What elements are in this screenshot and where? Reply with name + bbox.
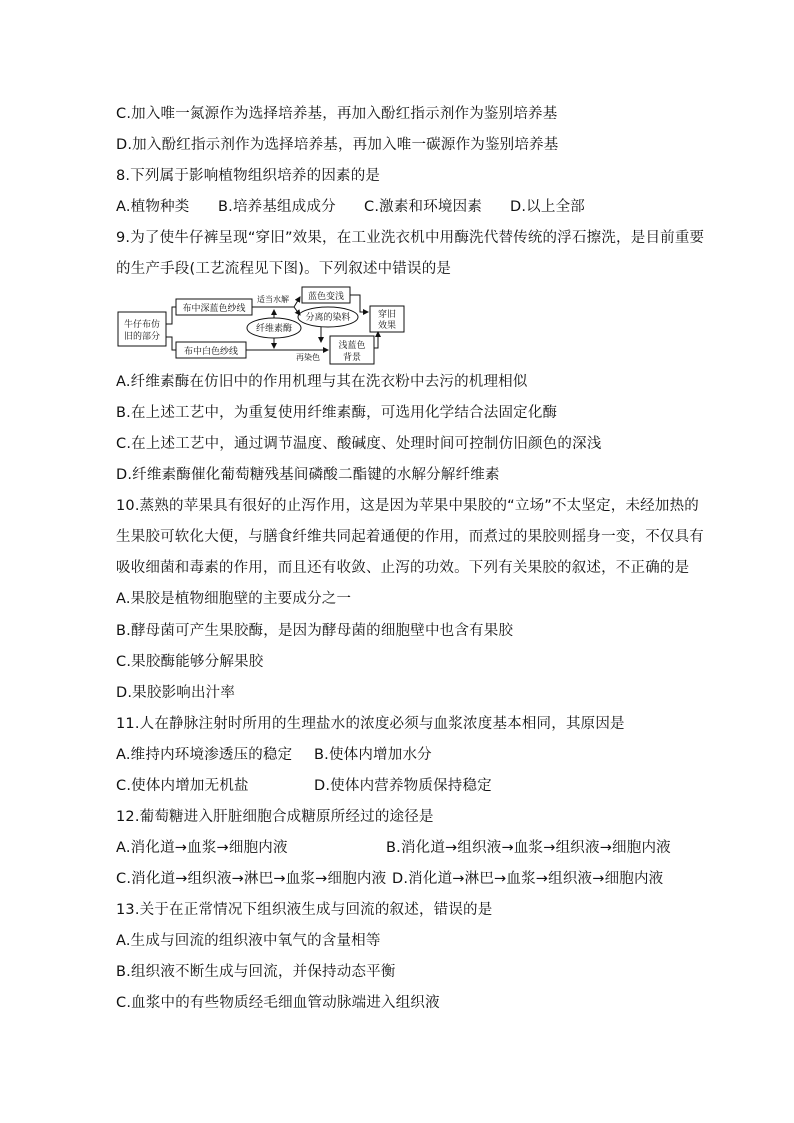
q11-option-b: B.使体内增加水分 [314,747,432,763]
white-yarn-label: 布中白色纱线 [183,347,239,357]
q9-process-diagram [116,282,406,366]
source-label-line1: 牛仔布仿 [123,320,161,330]
q8-option-b: B.培养基组成成分 [218,199,336,215]
light-blue-bg-label-line1: 浅蓝色 [338,341,366,351]
q9-option-c: C.在上述工艺中，通过调节温度、酸碱度、处理时间可控制仿旧颜色的深浅 [116,436,602,452]
moderate-hydrolysis-label: 适当水解 [257,295,289,304]
q8-option-d: D.以上全部 [510,199,585,215]
q7-option-c: C.加入唯一氮源作为选择培养基，再加入酚红指示剂作为鉴别培养基 [116,106,558,122]
q11-options-row2 [116,776,492,796]
source-label-line2: 旧的部分 [123,332,161,342]
q10-stem-line2: 生果胶可软化大便，与膳食纤维共同起着通便的作用，而煮过的果胶则摇身一变，不仅具有 [116,529,704,545]
q12-options-row1 [116,838,671,858]
q10-option-c: C.果胶酶能够分解果胶 [116,654,264,670]
q8-stem: 8.下列属于影响植物组织培养的因素的是 [116,168,381,184]
light-blue-bg-label-line2: 背景 [342,353,362,363]
worn-effect-label-line2: 效果 [377,321,397,331]
q10-stem-line3: 吸收细菌和毒素的作用，而且还有收敛、止泻的功效。下列有关果胶的叙述，不正确的是 [116,560,690,576]
q9-option-a: A.纤维素酶在仿旧中的作用机理与其在洗衣粉中去污的机理相似 [116,374,528,390]
q9-option-d: D.纤维素酶催化葡萄糖残基间磷酸二酯键的水解分解纤维素 [116,467,500,483]
blue-lighter-label: 蓝色变浅 [307,292,345,302]
separated-dye-label: 分离的染料 [305,313,351,323]
q12-stem: 12.葡萄糖进入肝脏细胞合成糖原所经过的途径是 [116,809,434,825]
q12-option-c: C.消化道→组织液→淋巴→血浆→细胞内液 [116,871,387,887]
q9-stem-line2: 的生产手段(工艺流程见下图)。下列叙述中错误的是 [116,261,452,277]
q12-options-row2 [116,869,663,889]
q10-option-a: A.果胶是植物细胞壁的主要成分之一 [116,591,352,607]
q9-stem-line1: 9.为了使牛仔裤呈现“穿旧”效果，在工业洗衣机中用酶洗代替传统的浮石擦洗，是目前重要 [116,230,705,246]
q8-options [116,197,585,217]
q10-option-b: B.酵母菌可产生果胶酶，是因为酵母菌的细胞壁中也含有果胶 [116,623,514,639]
q13-option-a: A.生成与回流的组织液中氧气的含量相等 [116,933,381,949]
q8-option-c: C.激素和环境因素 [364,199,483,215]
q11-option-d: D.使体内营养物质保持稳定 [314,778,492,794]
q8-option-a: A.植物种类 [116,199,190,215]
q10-stem-line1: 10.蒸熟的苹果具有很好的止泻作用，这是因为苹果中果胶的“立场”不太坚定，未经加热的 [116,498,699,514]
q11-option-a: A.维持内环境渗透压的稳定 [116,747,293,763]
q9-option-b: B.在上述工艺中，为重复使用纤维素酶，可选用化学结合法固定化酶 [116,405,558,421]
q11-stem: 11.人在静脉注射时所用的生理盐水的浓度必须与血浆浓度基本相同，其原因是 [116,716,625,732]
q10-option-d: D.果胶影响出汁率 [116,685,236,701]
q12-option-b: B.消化道→组织液→血浆→组织液→细胞内液 [386,840,671,856]
q12-option-d: D.消化道→淋巴→血浆→组织液→细胞内液 [392,871,664,887]
q13-option-b: B.组织液不断生成与回流，并保持动态平衡 [116,964,396,980]
redye-label: 再染色 [296,353,320,362]
q13-option-c: C.血浆中的有些物质经毛细血管动脉端进入组织液 [116,995,440,1011]
q11-option-c: C.使体内增加无机盐 [116,778,249,794]
q12-option-a: A.消化道→血浆→细胞内液 [116,840,288,856]
worn-effect-label-line1: 穿旧 [377,310,397,320]
q11-options-row1 [116,745,432,765]
deep-blue-yarn-label: 布中深蓝色纱线 [182,304,246,314]
q13-stem: 13.关于在正常情况下组织液生成与回流的叙述，错误的是 [116,902,493,918]
cellulase-label: 纤维素酶 [255,324,293,334]
q7-option-d: D.加入酚红指示剂作为选择培养基，再加入唯一碳源作为鉴别培养基 [116,137,559,153]
